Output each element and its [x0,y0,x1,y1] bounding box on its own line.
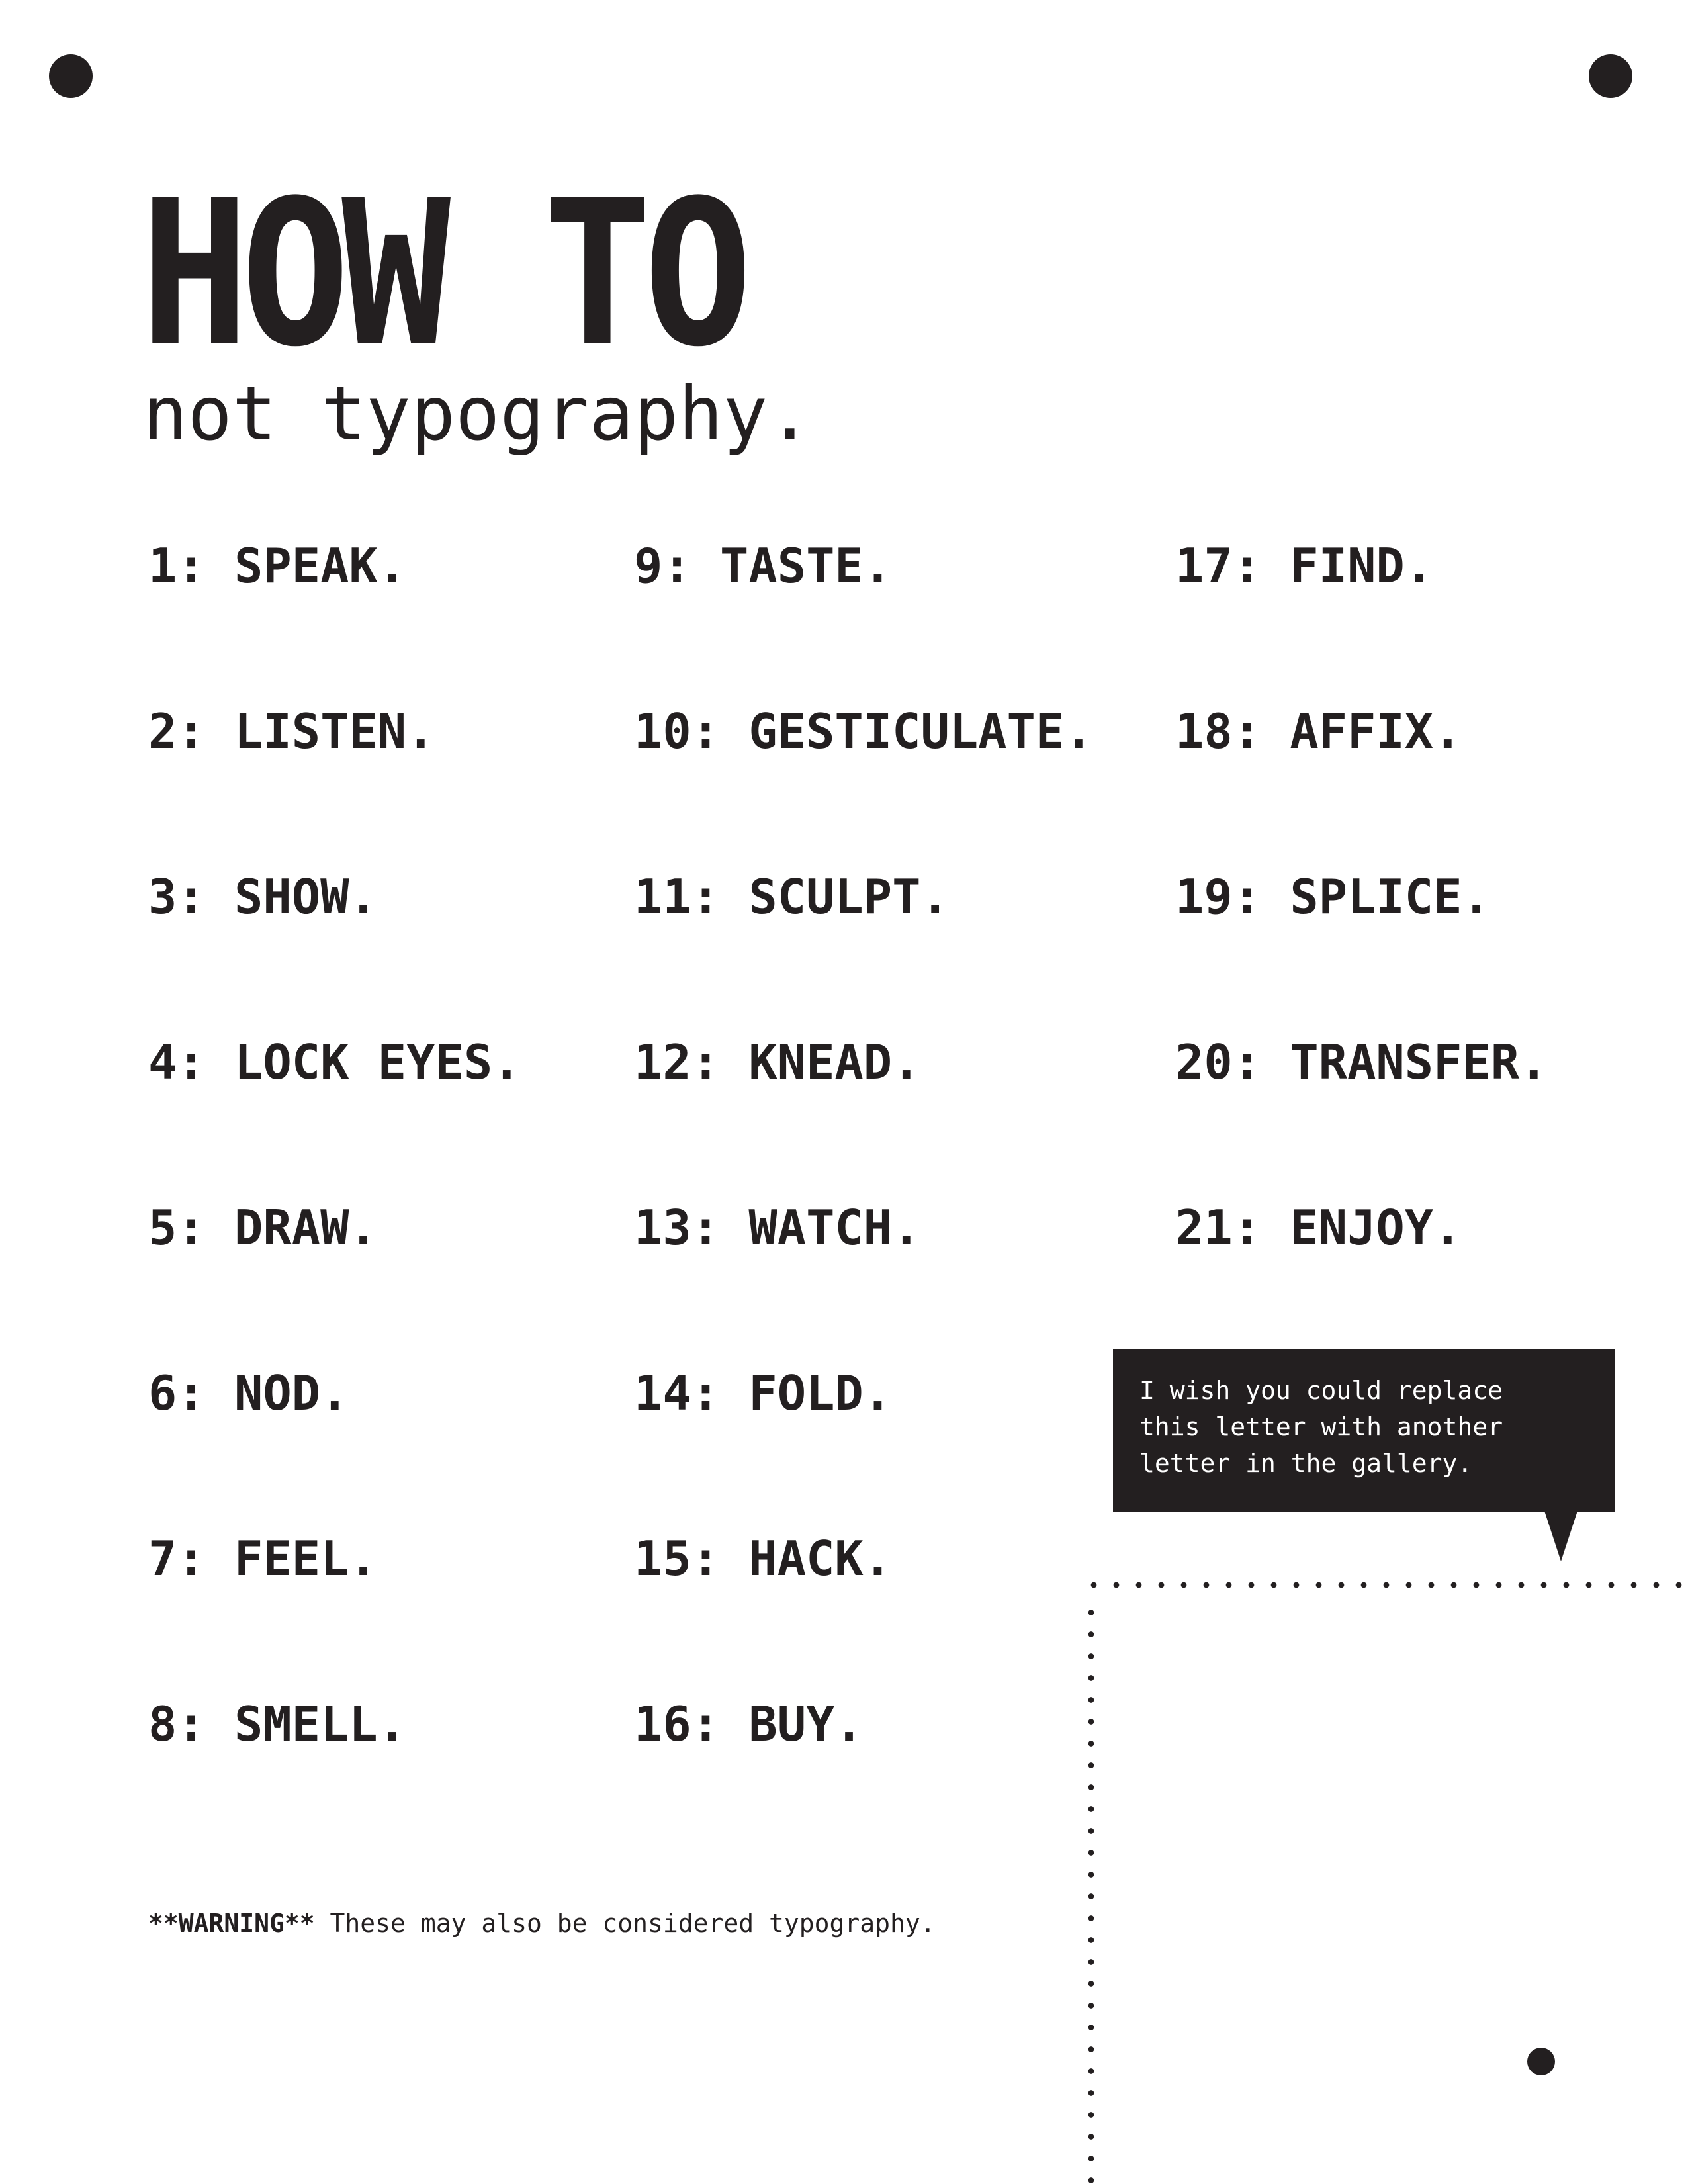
warning-label: **WARNING** [148,1909,315,1938]
list-item: 18: AFFIX. [1175,704,1462,759]
corner-dot-top-right [1589,54,1632,98]
list-item: 16: BUY. [634,1696,864,1752]
list-item: 15: HACK. [634,1531,893,1586]
warning-text: These may also be considered typography. [314,1909,936,1938]
dotted-divider-vertical [1088,1602,1094,2184]
list-item: 19: SPLICE. [1175,869,1491,925]
page-title: HOW TO [140,157,744,391]
speech-bubble [1113,1349,1615,1512]
list-item: 12: KNEAD. [634,1034,921,1090]
list-item: 1: SPEAK. [148,538,407,594]
speech-bubble-tail [1544,1511,1577,1561]
list-item: 13: WATCH. [634,1200,921,1255]
speech-bubble-text: I wish you could replace this letter with another letter in the gallery. [1139,1376,1503,1478]
list-item: 10: GESTICULATE. [634,704,1093,759]
list-item: 21: ENJOY. [1175,1200,1462,1255]
list-item: 9: TASTE. [634,538,893,594]
corner-dot-top-left [49,54,93,98]
list-item: 6: NOD. [148,1365,349,1421]
list-item: 4: LOCK EYES. [148,1034,521,1090]
list-item: 17: FIND. [1175,538,1434,594]
page-subtitle: not typography. [143,371,813,457]
list-item: 7: FEEL. [148,1531,378,1586]
dotted-divider-horizontal [1083,1582,1688,1588]
list-item: 5: DRAW. [148,1200,378,1255]
list-item: 8: SMELL. [148,1696,407,1752]
warning-note [148,1907,936,1939]
list-item: 3: SHOW. [148,869,378,925]
list-item: 20: TRANSFER. [1175,1034,1548,1090]
corner-dot-bottom-right [1527,2048,1555,2075]
list-item: 14: FOLD. [634,1365,893,1421]
list-item: 11: SCULPT. [634,869,950,925]
list-item: 2: LISTEN. [148,704,435,759]
